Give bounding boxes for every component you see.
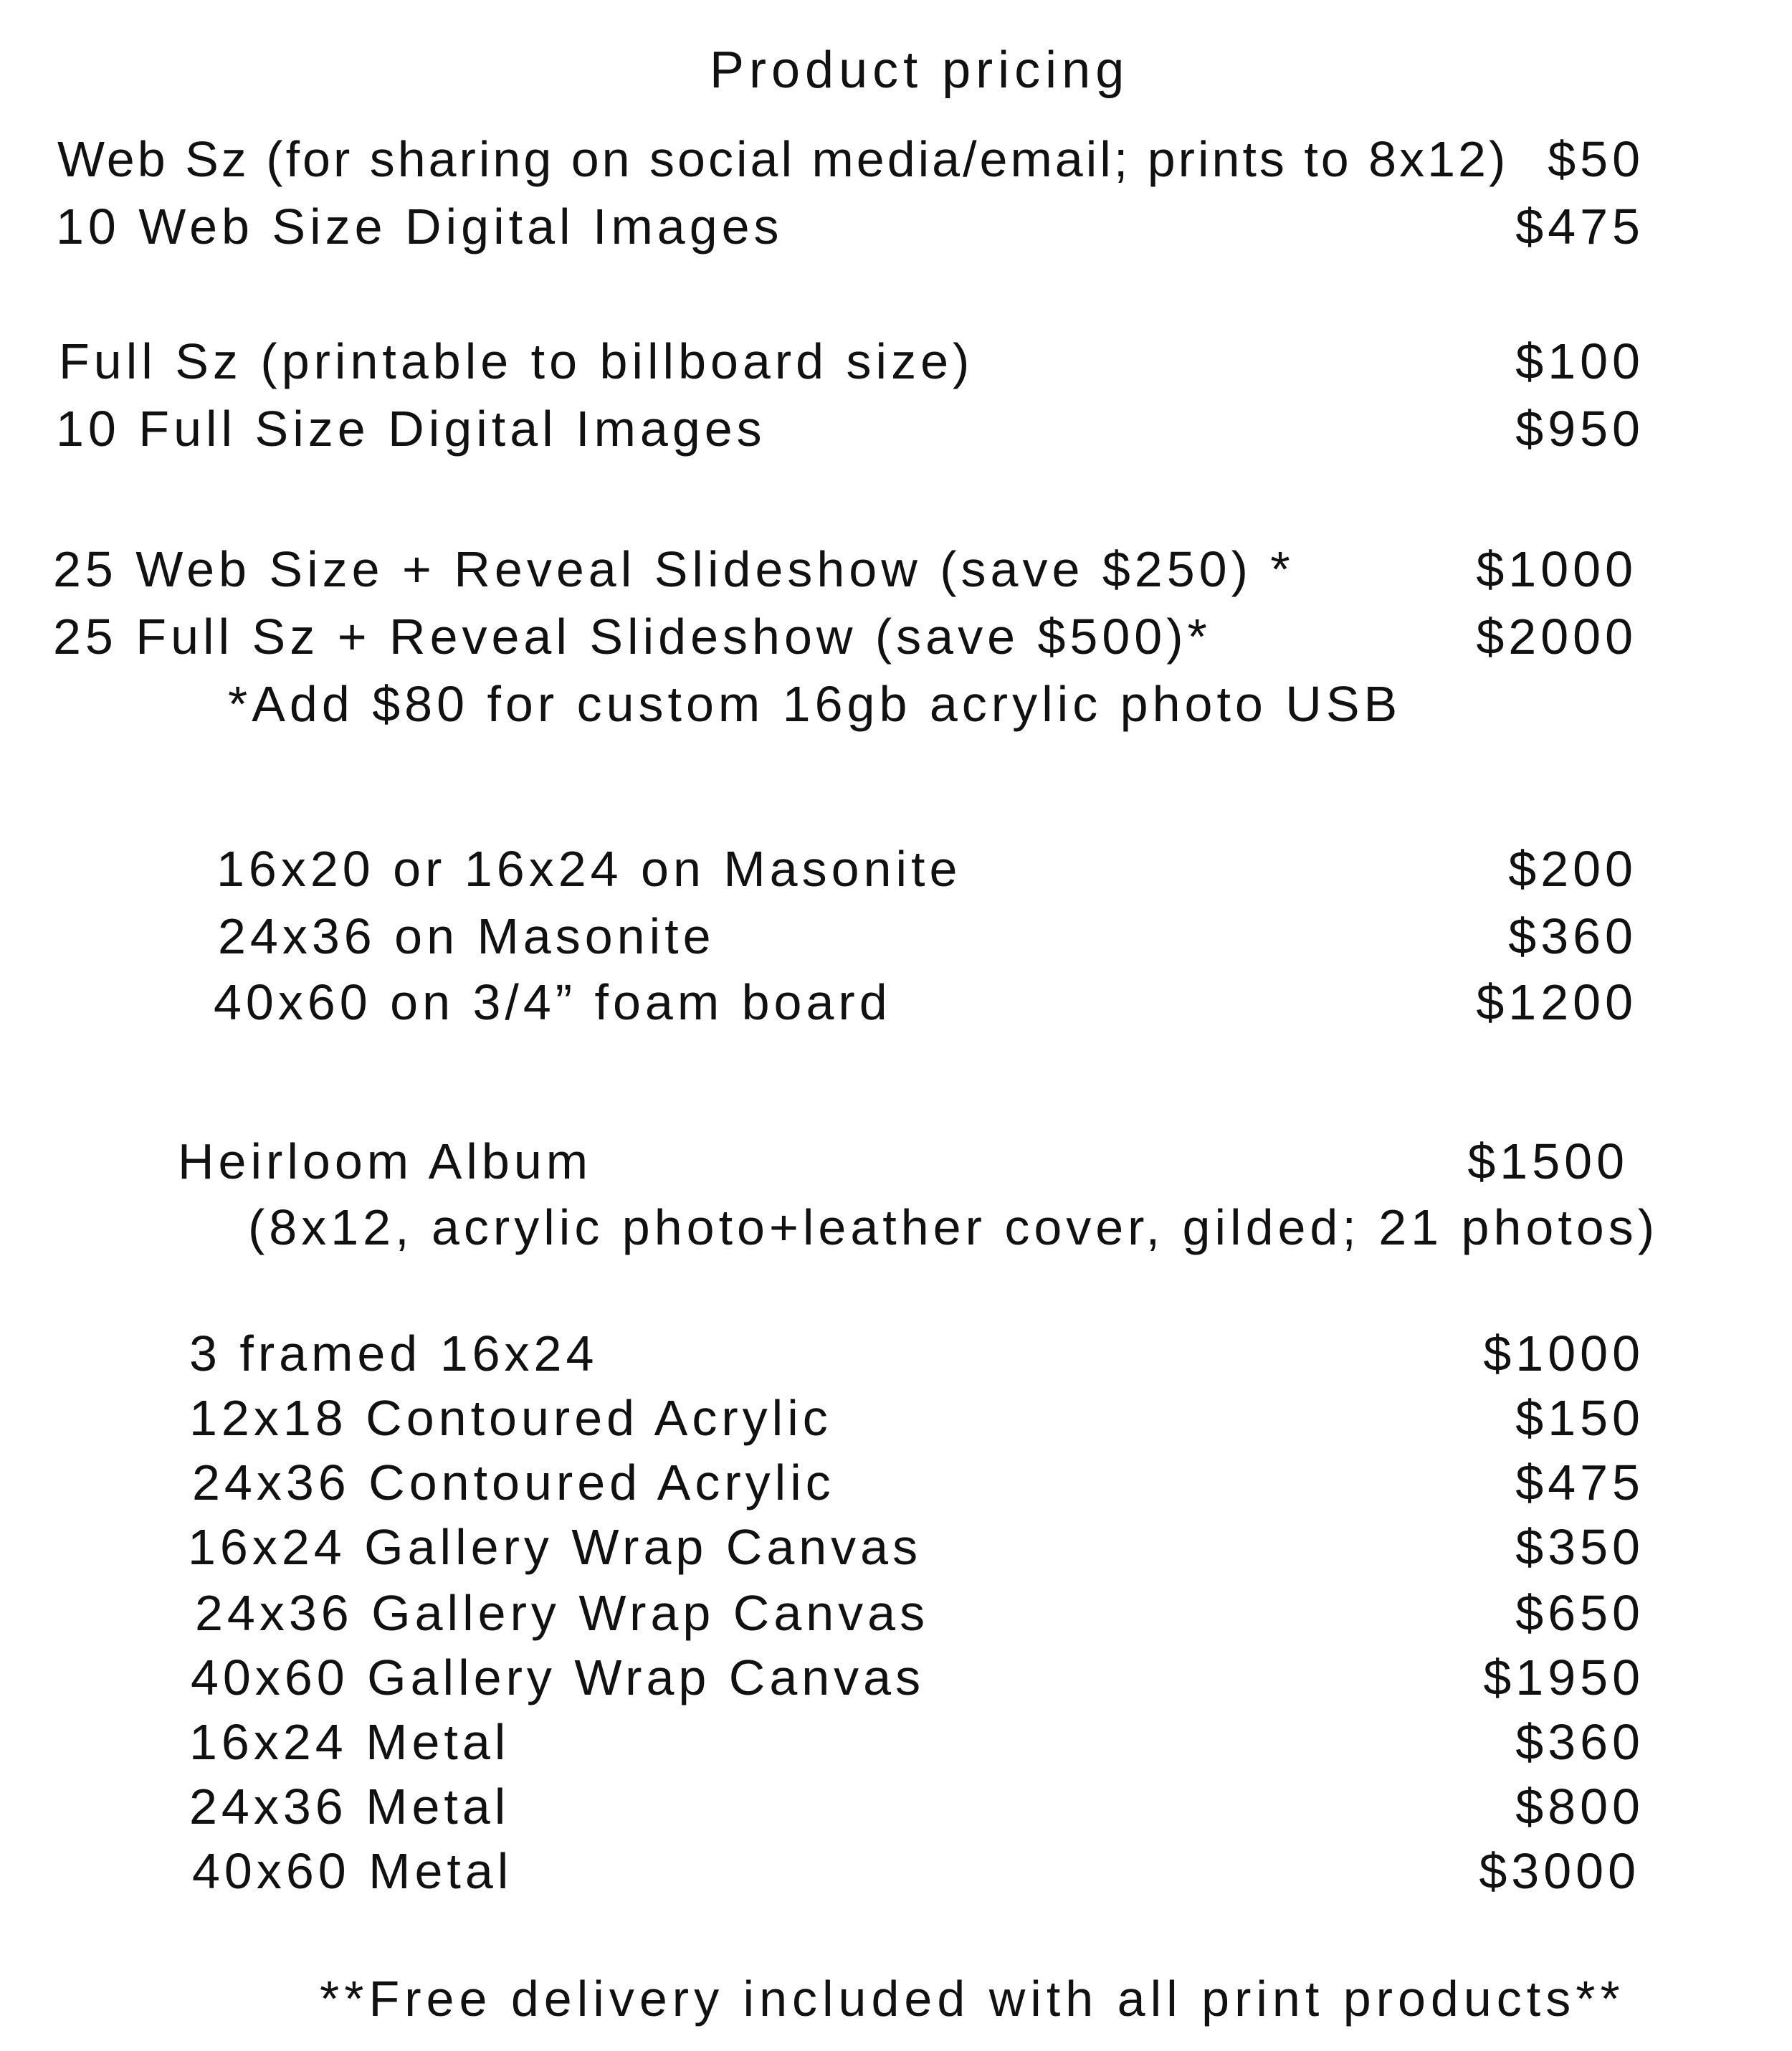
web-ten-label: 10 Web Size Digital Images [56, 199, 783, 254]
board-label: 40x60 on 3/4” foam board [214, 974, 892, 1030]
print-label: 3 framed 16x24 [189, 1326, 599, 1381]
web-single-label: Web Sz (for sharing on social media/email; prints to 8x12) [57, 131, 1509, 187]
album-label: Heirloom Album [178, 1133, 593, 1189]
board-label: 24x36 on Masonite [218, 908, 715, 964]
print-label: 24x36 Metal [189, 1779, 510, 1835]
print-price: $1950 [1483, 1650, 1644, 1705]
board-label: 16x20 or 16x24 on Masonite [216, 841, 962, 897]
free-delivery-note: **Free delivery included with all print products** [320, 1971, 1625, 2027]
print-price: $150 [1515, 1390, 1644, 1446]
print-label: 40x60 Metal [192, 1843, 513, 1899]
web-single-price: $50 [1548, 131, 1644, 187]
board-price: $1200 [1476, 974, 1637, 1030]
package-full-25-label: 25 Full Sz + Reveal Slideshow (save $500)* [53, 609, 1211, 665]
full-single-price: $100 [1515, 333, 1644, 389]
board-price: $360 [1508, 908, 1637, 964]
print-label: 16x24 Gallery Wrap Canvas [188, 1519, 923, 1575]
package-full-25-price: $2000 [1476, 609, 1637, 665]
print-price: $360 [1515, 1714, 1644, 1770]
print-label: 12x18 Contoured Acrylic [189, 1390, 832, 1446]
album-price: $1500 [1467, 1133, 1629, 1189]
print-price: $350 [1515, 1519, 1644, 1575]
web-ten-price: $475 [1515, 199, 1644, 254]
full-ten-price: $950 [1515, 401, 1644, 457]
print-price: $800 [1515, 1779, 1644, 1835]
print-price: $650 [1515, 1585, 1644, 1641]
page-title: Product pricing [710, 42, 1130, 99]
print-price: $3000 [1479, 1843, 1640, 1899]
print-price: $475 [1515, 1455, 1644, 1510]
print-label: 24x36 Contoured Acrylic [192, 1455, 835, 1510]
board-price: $200 [1508, 841, 1637, 897]
print-label: 24x36 Gallery Wrap Canvas [195, 1585, 930, 1641]
print-label: 40x60 Gallery Wrap Canvas [191, 1650, 925, 1705]
usb-note: *Add $80 for custom 16gb acrylic photo USB [228, 676, 1402, 732]
full-ten-label: 10 Full Size Digital Images [56, 401, 766, 457]
package-web-25-price: $1000 [1476, 541, 1637, 597]
print-label: 16x24 Metal [189, 1714, 510, 1770]
print-price: $1000 [1483, 1326, 1644, 1381]
package-web-25-label: 25 Web Size + Reveal Slideshow (save $250) * [53, 541, 1295, 597]
full-single-label: Full Sz (printable to billboard size) [59, 333, 974, 389]
album-detail: (8x12, acrylic photo+leather cover, gilded; 21 photos) [248, 1199, 1659, 1255]
